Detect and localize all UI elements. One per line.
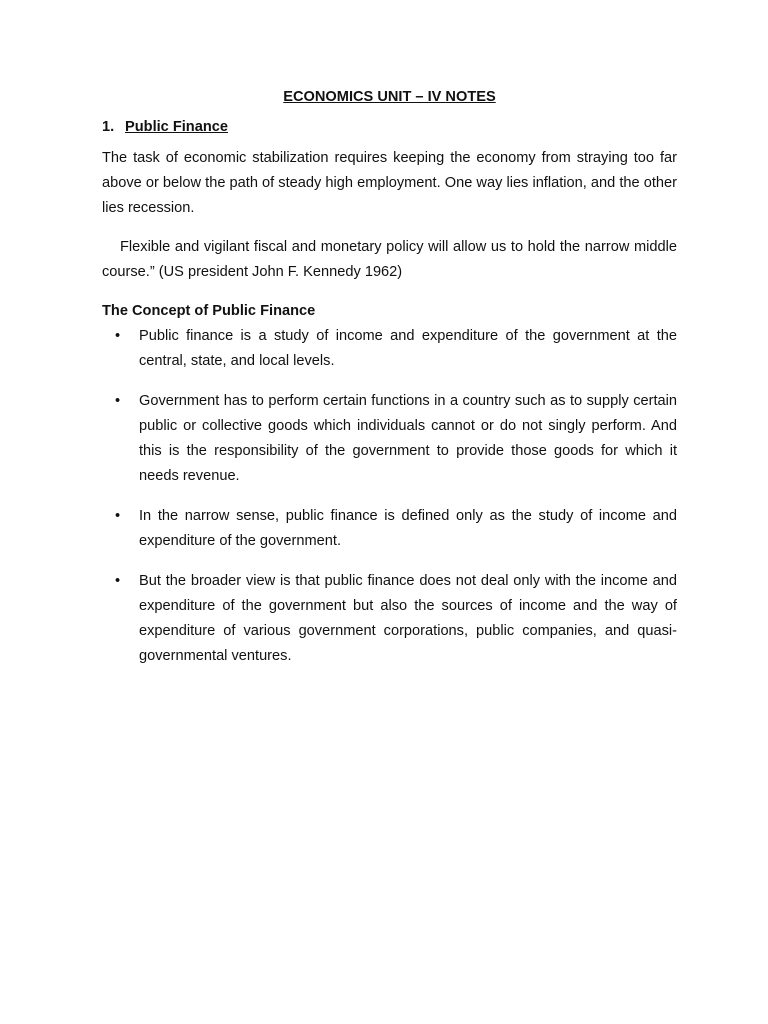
section-title: Public Finance	[125, 119, 228, 135]
list-item	[102, 569, 677, 669]
section-heading	[102, 115, 677, 140]
list-item-text: Government has to perform certain functions in a country such as to supply certain public or collective goods which individuals cannot or do not singly perform. And this is the responsibility of the government to provide those goods for which it needs revenue.	[139, 393, 677, 484]
bullet-icon: •	[115, 328, 121, 344]
paragraph-kennedy-quote: Flexible and vigilant fiscal and monetary policy will allow us to hold the narrow middle course.” (US president John F. Kennedy 1962)	[102, 239, 677, 280]
bullet-list	[102, 324, 677, 669]
paragraph-stabilization: The task of economic stabilization requires keeping the economy from straying too far above or below the path of steady high employment. One way lies inflation, and the other lies recession.	[102, 150, 677, 216]
list-item	[102, 389, 677, 489]
list-item-text: Public finance is a study of income and expenditure of the government at the central, state, and local levels.	[139, 328, 677, 369]
list-item-text: But the broader view is that public finance does not deal only with the income and expenditure of the government but also the sources of income and the way of expenditure of various government corporations, public companies, and quasi-governmental ventures.	[139, 573, 677, 664]
bullet-icon: •	[115, 508, 121, 524]
bullet-icon: •	[115, 393, 121, 409]
document-content	[102, 85, 677, 684]
list-item	[102, 504, 677, 554]
list-item	[102, 324, 677, 374]
list-item-text: In the narrow sense, public finance is defined only as the study of income and expenditure of the government.	[139, 508, 677, 549]
bullet-icon: •	[115, 573, 121, 589]
subheading-concept: The Concept of Public Finance	[102, 303, 316, 319]
document-title: ECONOMICS UNIT – IV NOTES	[283, 89, 496, 105]
section-number: 1.	[102, 119, 115, 135]
